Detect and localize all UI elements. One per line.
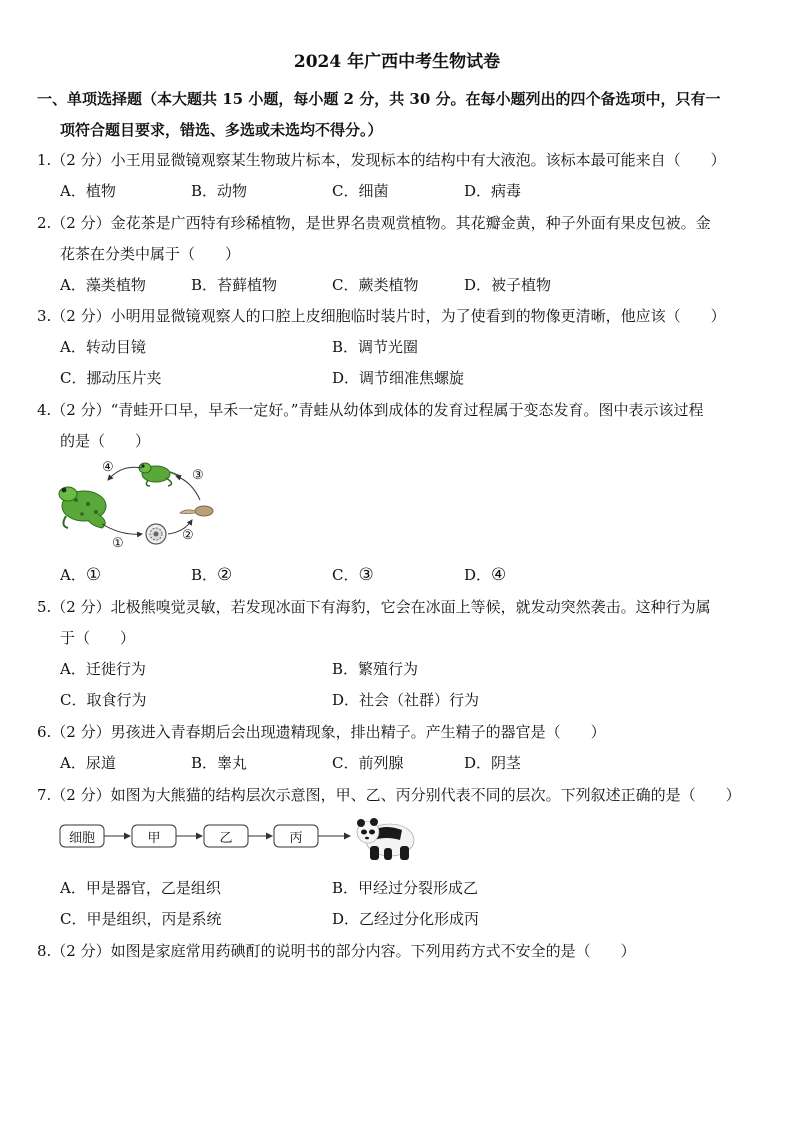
diagram-box-cell: 细胞 [68, 831, 95, 846]
young-frog-icon [139, 463, 180, 486]
q7-option-b[interactable]: B．甲经过分裂形成乙 [332, 879, 479, 897]
figure-mark-4: ④ [102, 460, 114, 475]
question-2-stem-cont: 花茶在分类中属于（ ） [60, 245, 241, 263]
exam-title: 2024 年广西中考生物试卷 [293, 52, 501, 72]
q3-option-c[interactable]: C．挪动压片夹 [60, 369, 162, 387]
q7-option-a[interactable]: A．甲是器官，乙是组织 [60, 879, 221, 897]
q1-option-c[interactable]: C．细菌 [332, 182, 389, 200]
section-instruction-line-2: 项符合题目要求，错选、多选或未选均不得分。） [60, 121, 383, 139]
q2-option-d[interactable]: D．被子植物 [464, 276, 552, 294]
adult-frog-icon [59, 487, 106, 528]
q5-option-d[interactable]: D．社会（社群）行为 [332, 691, 480, 709]
q1-option-d[interactable]: D．病毒 [464, 182, 522, 200]
question-5-stem: 5.（2 分）北极熊嗅觉灵敏，若发现冰面下有海豹，它会在冰面上等候，就发动突然袭击。这种行为属 [37, 598, 711, 616]
q2-option-a[interactable]: A．藻类植物 [60, 276, 146, 294]
giant-panda-image [352, 812, 422, 864]
q4-option-a[interactable]: A．① [60, 565, 102, 585]
q1-option-a[interactable]: A．植物 [60, 182, 116, 200]
q3-option-b[interactable]: B．调节光圈 [332, 338, 419, 356]
question-8-stem: 8.（2 分）如图是家庭常用药碘酊的说明书的部分内容。下列用药方式不安全的是（ ） [37, 942, 636, 960]
diagram-box-bing: 丙 [289, 831, 303, 846]
diagram-box-jia: 甲 [147, 831, 161, 846]
q1-option-b[interactable]: B．动物 [191, 182, 248, 200]
q4-option-c[interactable]: C．③ [332, 565, 374, 585]
structure-level-diagram [58, 815, 358, 859]
question-7-stem: 7.（2 分）如图为大熊猫的结构层次示意图，甲、乙、丙分别代表不同的层次。下列叙述正确的是（ ） [37, 786, 741, 804]
figure-mark-2: ② [182, 528, 194, 543]
q4-option-b[interactable]: B．② [191, 565, 233, 585]
diagram-box-yi: 乙 [219, 831, 233, 846]
tadpole-icon [180, 506, 213, 516]
q3-option-d[interactable]: D．调节细准焦螺旋 [332, 369, 465, 387]
q2-option-b[interactable]: B．苔藓植物 [191, 276, 278, 294]
q5-option-a[interactable]: A．迁徙行为 [60, 660, 146, 678]
q6-option-d[interactable]: D．阴茎 [464, 754, 522, 772]
question-1-stem: 1.（2 分）小王用显微镜观察某生物玻片标本，发现标本的结构中有大液泡。该标本最可能来自（ ） [37, 151, 726, 169]
question-4-stem-cont: 的是（ ） [60, 432, 151, 450]
q7-option-d[interactable]: D．乙经过分化形成丙 [332, 910, 480, 928]
q7-option-c[interactable]: C．甲是组织，丙是系统 [60, 910, 222, 928]
q6-option-b[interactable]: B．睾丸 [191, 754, 248, 772]
question-3-stem: 3.（2 分）小明用显微镜观察人的口腔上皮细胞临时装片时，为了使看到的物像更清晰，他应该（ ） [37, 307, 726, 325]
q6-option-a[interactable]: A．尿道 [60, 754, 116, 772]
section-instruction-line-1: 一、单项选择题（本大题共 15 小题，每小题 2 分，共 30 分。在每小题列出的四个备选项中，只有一 [37, 90, 721, 108]
q2-option-c[interactable]: C．蕨类植物 [332, 276, 419, 294]
frog-eggs-icon [146, 524, 166, 544]
q5-option-b[interactable]: B．繁殖行为 [332, 660, 419, 678]
question-4-stem: 4.（2 分）“青蛙开口早，早禾一定好。”青蛙从幼体到成体的发育过程属于变态发育。图中表示该过程 [37, 401, 704, 419]
figure-mark-1: ① [112, 536, 124, 551]
panda-icon [352, 812, 422, 864]
q4-option-d[interactable]: D．④ [464, 565, 507, 585]
figure-mark-3: ③ [192, 468, 204, 483]
q6-option-c[interactable]: C．前列腺 [332, 754, 404, 772]
frog-life-cycle-figure [52, 456, 232, 556]
question-2-stem: 2.（2 分）金花茶是广西特有珍稀植物，是世界名贵观赏植物。其花瓣金黄，种子外面有果皮包被。金 [37, 214, 711, 232]
question-5-stem-cont: 于（ ） [60, 629, 136, 647]
q5-option-c[interactable]: C．取食行为 [60, 691, 147, 709]
q3-option-a[interactable]: A．转动目镜 [60, 338, 146, 356]
question-6-stem: 6.（2 分）男孩进入青春期后会出现遗精现象，排出精子。产生精子的器官是（ ） [37, 723, 606, 741]
